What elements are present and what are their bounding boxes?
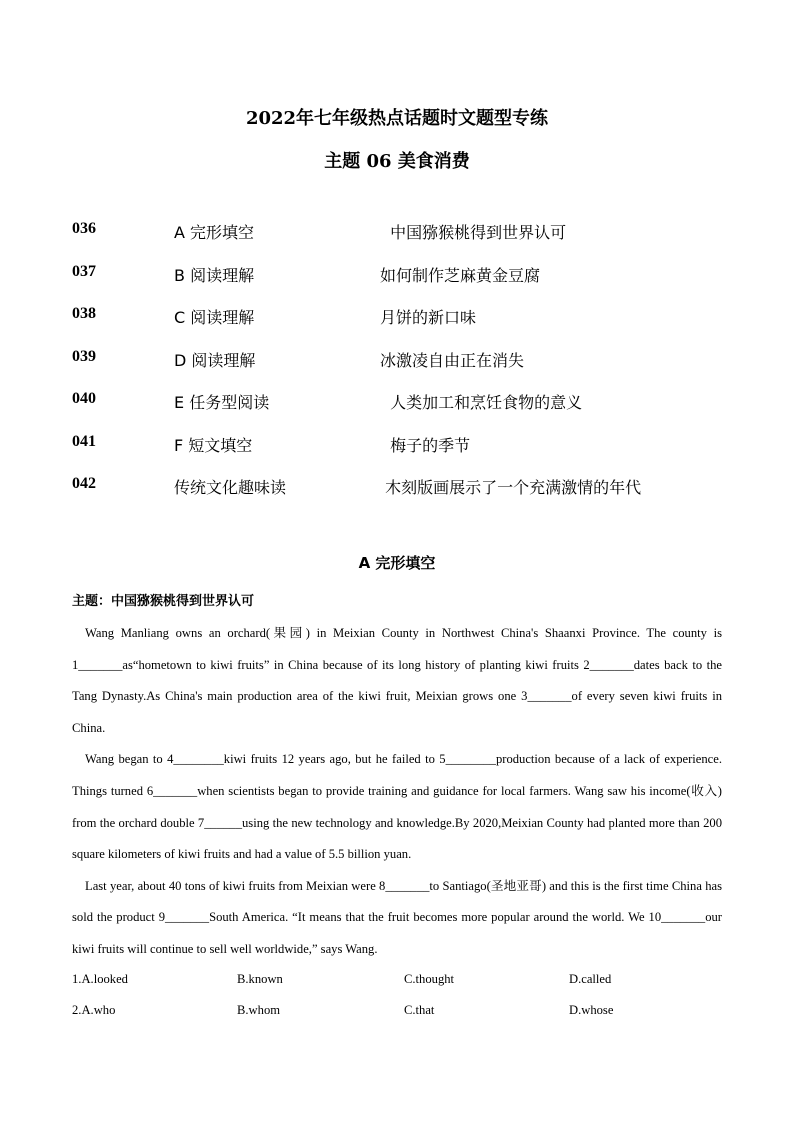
toc-row (72, 348, 732, 391)
toc-number: 041 (72, 432, 96, 450)
toc-question-type: 传统文化趣味读 (174, 478, 287, 497)
toc-question-type: F 短文填空 (174, 435, 253, 455)
toc-question-type: D 阅读理解 (174, 350, 256, 370)
passage-paragraph: Wang Manliang owns an orchard(果园) in Meixian County in Northwest China's Shaanxi Province. The county is 1_______as“hometown to kiwi fruits” in China because of its long history of planting kiwi fruits 2_______dates back to the Tang Dynasty.As China's main production area of the kiwi fruit, Meixian grows one 3_______of every seven kiwi fruits in China. (72, 626, 722, 735)
cloze-passage (72, 618, 722, 966)
table-of-contents (72, 220, 732, 518)
option-c: C.that (404, 1003, 435, 1017)
toc-topic: 木刻版画展示了一个充满激情的年代 (380, 478, 642, 497)
toc-topic: 月饼的新口味 (380, 308, 477, 327)
toc-row (72, 305, 732, 348)
option-b: B.known (237, 972, 283, 986)
passage-paragraph: Last year, about 40 tons of kiwi fruits from Meixian were 8_______to Santiago(圣地亚哥) and this is the first time China has sold the product 9_______South America. “It means that the fruit becomes more popular around the world. We 10_______our kiwi fruits will continue to sell well worldwide,” says Wang. (72, 878, 722, 956)
toc-question-type: A 完形填空 (174, 223, 255, 242)
toc-topic: 人类加工和烹饪食物的意义 (380, 393, 583, 412)
toc-question-type: E 任务型阅读 (174, 393, 270, 412)
option-row (72, 968, 732, 999)
option-a: 2.A.who (72, 1003, 116, 1017)
toc-row (72, 475, 732, 518)
toc-number: 038 (72, 305, 96, 322)
passage-paragraph: Wang began to 4________kiwi fruits 12 years ago, but he failed to 5________production because of a lack of experience. Things turned 6_______when scientists began to provide training and guidance for local farmers. Wang saw his income(收入) from the orchard double 7______using the new technology and knowledge.By 2020,Meixian County had planted more than 200 square kilometers of kiwi fruits and had a value of 5.5 billion yuan. (72, 752, 722, 862)
toc-row (72, 263, 732, 306)
option-d: D.whose (569, 1003, 614, 1017)
toc-question-type: B 阅读理解 (174, 265, 255, 285)
toc-topic: 如何制作芝麻黄金豆腐 (380, 265, 541, 285)
document-title: 2022年七年级热点话题时文题型专练 (245, 108, 549, 129)
toc-number: 036 (72, 220, 96, 237)
toc-number: 039 (72, 347, 96, 365)
answer-options (72, 968, 732, 1030)
option-row (72, 999, 732, 1030)
option-c: C.thought (404, 972, 455, 986)
document-subtitle: 主题 06 美食消费 (324, 151, 470, 172)
section-topic: 主题：中国猕猴桃得到世界认可 (72, 594, 255, 609)
toc-row (72, 390, 732, 433)
toc-topic: 中国猕猴桃得到世界认可 (380, 223, 567, 242)
toc-row (72, 220, 732, 263)
toc-question-type: C 阅读理解 (174, 308, 255, 327)
section-heading: A 完形填空 (358, 554, 436, 572)
toc-number: 037 (72, 262, 96, 280)
toc-row (72, 433, 732, 476)
toc-topic: 梅子的季节 (380, 435, 471, 455)
option-d: D.called (569, 972, 612, 986)
option-a: 1.A.looked (72, 972, 128, 986)
toc-number: 040 (72, 390, 96, 407)
toc-topic: 冰激凌自由正在消失 (380, 350, 525, 370)
option-b: B.whom (237, 1003, 281, 1017)
toc-number: 042 (72, 475, 96, 492)
